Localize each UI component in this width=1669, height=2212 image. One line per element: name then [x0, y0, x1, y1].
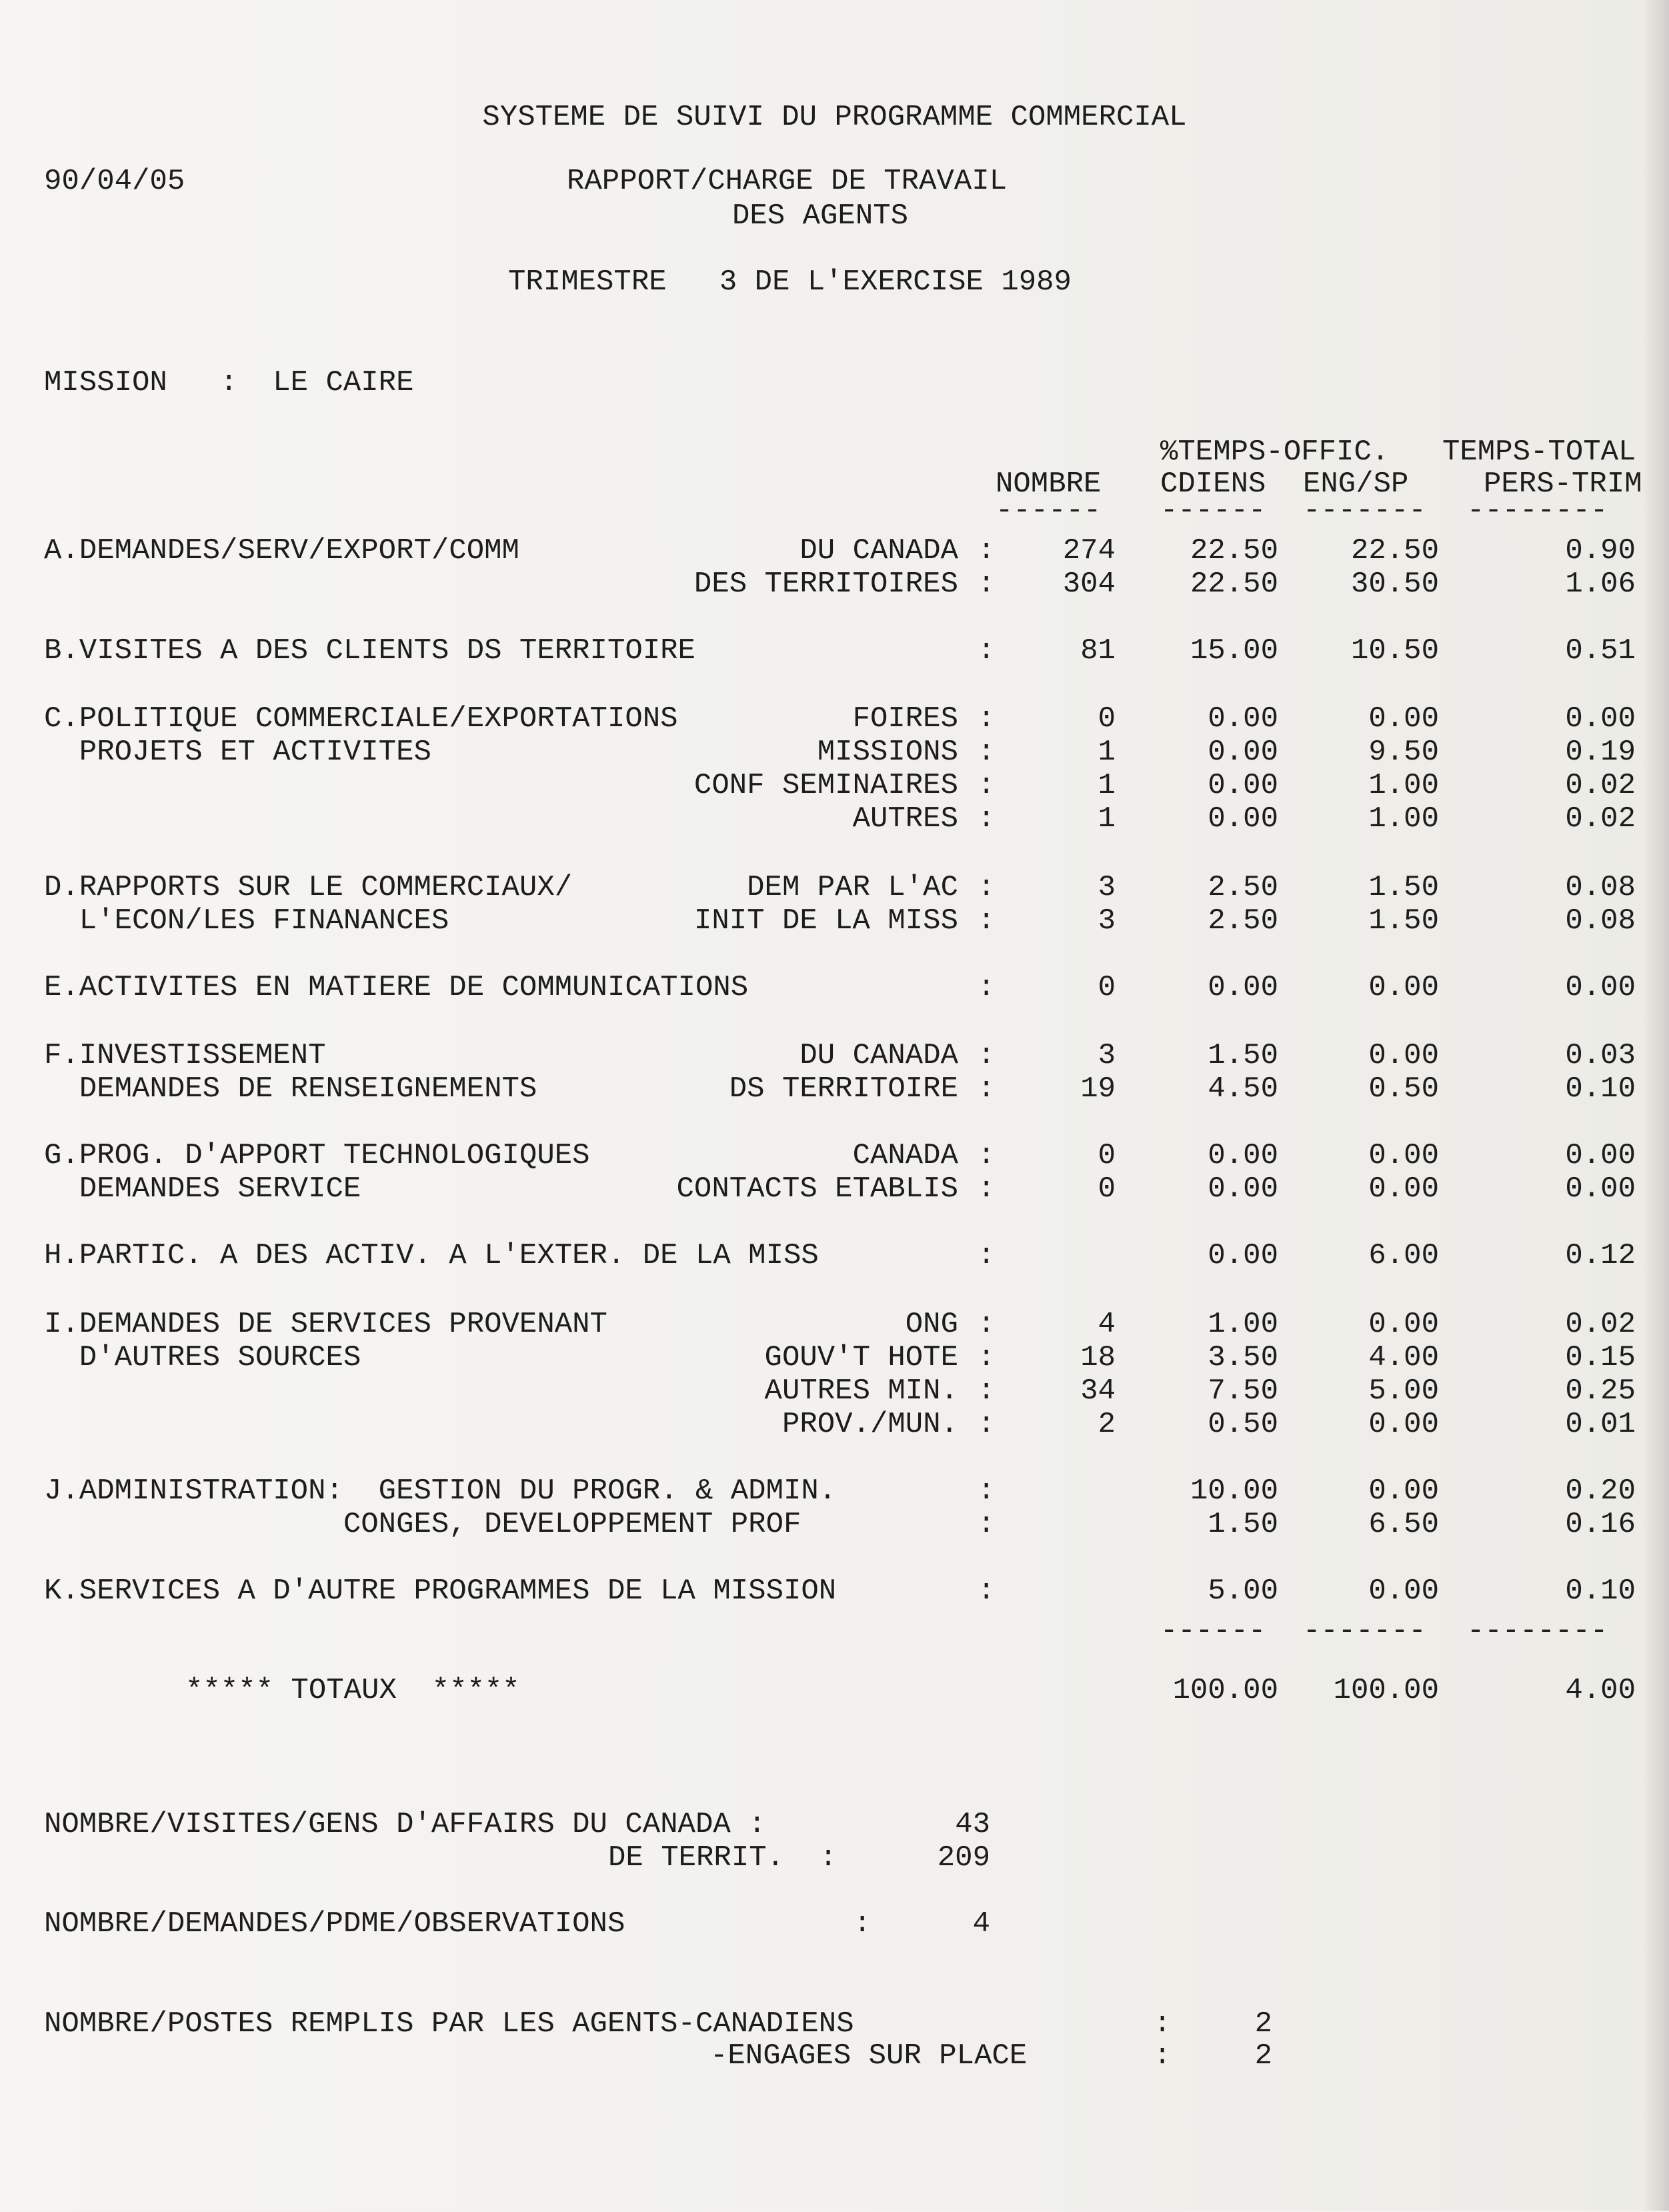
column-header-rules	[0, 493, 1669, 528]
row-sublabel: CANADA	[852, 1139, 958, 1172]
row-perstrim: 0.20	[1565, 1474, 1636, 1508]
row-perstrim: 0.10	[1565, 1574, 1636, 1608]
row-label: J.ADMINISTRATION: GESTION DU PROGR. & ADMIN.	[44, 1474, 837, 1508]
rule-nombre: ------	[996, 494, 1102, 527]
pdme-line	[0, 1907, 1669, 1941]
pdme-value: 4	[972, 1907, 990, 1941]
rule-perstrim: --------	[1467, 494, 1608, 527]
table-row	[0, 567, 1669, 602]
visites-canada-value: 43	[955, 1808, 990, 1841]
row-sublabel: CONF SEMINAIRES	[693, 769, 958, 802]
row-colon: :	[978, 1308, 996, 1341]
report-title-line-2	[0, 199, 1669, 233]
report-date: 90/04/05	[44, 165, 185, 198]
totals-rule-cdiens: ------	[1160, 1614, 1266, 1648]
row-nombre: 0	[1098, 1139, 1116, 1172]
row-nombre: 2	[1098, 1408, 1116, 1441]
table-row	[0, 870, 1669, 905]
table-row	[0, 1340, 1669, 1375]
row-sublabel: CONTACTS ETABLIS	[676, 1172, 958, 1206]
table-row	[0, 634, 1669, 668]
table-row	[0, 702, 1669, 736]
row-engsp: 6.00	[1368, 1239, 1439, 1272]
system-title: SYSTEME DE SUIVI DU PROGRAMME COMMERCIAL	[482, 101, 1187, 134]
col-nombre: NOMBRE	[996, 467, 1102, 501]
visites-territ-value: 209	[937, 1841, 990, 1875]
row-sublabel: AUTRES	[852, 802, 958, 836]
row-perstrim: 0.00	[1565, 1172, 1636, 1206]
row-engsp: 0.00	[1368, 702, 1439, 736]
row-colon: :	[978, 1072, 996, 1106]
row-engsp: 10.50	[1350, 634, 1439, 668]
row-engsp: 0.00	[1368, 1574, 1439, 1608]
totals-engsp: 100.00	[1333, 1674, 1439, 1707]
totals-rule-perstrim: --------	[1467, 1614, 1608, 1648]
mission-label: MISSION : LE CAIRE	[44, 366, 414, 399]
table-row	[0, 1138, 1669, 1173]
row-colon: :	[978, 1374, 996, 1408]
row-sublabel: ONG	[905, 1308, 958, 1341]
row-colon: :	[978, 1341, 996, 1374]
row-colon: :	[978, 769, 996, 802]
rule-cdiens: ------	[1160, 494, 1266, 527]
row-nombre: 18	[1080, 1341, 1116, 1374]
row-engsp: 22.50	[1350, 534, 1439, 568]
pdme-colon: :	[854, 1907, 872, 1941]
row-nombre: 274	[1062, 534, 1116, 568]
row-cdiens: 0.00	[1208, 1139, 1278, 1172]
engages-line	[0, 2039, 1669, 2073]
row-nombre: 304	[1062, 568, 1116, 601]
row-cdiens: 1.50	[1208, 1039, 1278, 1072]
row-nombre: 0	[1098, 702, 1116, 736]
row-label: C.POLITIQUE COMMERCIALE/EXPORTATIONS	[44, 702, 678, 736]
table-row	[0, 1172, 1669, 1206]
row-colon: :	[978, 534, 996, 568]
col-group-pct: %TEMPS-OFFIC.	[1160, 435, 1390, 469]
table-row	[0, 1038, 1669, 1073]
row-cdiens: 0.00	[1208, 1172, 1278, 1206]
engages-colon: :	[1154, 2039, 1172, 2073]
col-group-total: TEMPS-TOTAL	[1442, 435, 1636, 469]
col-cdiens: CDIENS	[1160, 467, 1266, 501]
table-row	[0, 768, 1669, 803]
postes-colon: :	[1154, 2007, 1172, 2041]
row-label: A.DEMANDES/SERV/EXPORT/COMM	[44, 534, 519, 568]
totals-cdiens: 100.00	[1172, 1674, 1278, 1707]
table-row	[0, 970, 1669, 1005]
row-engsp: 6.50	[1368, 1508, 1439, 1541]
row-cdiens: 1.50	[1208, 1508, 1278, 1541]
row-engsp: 5.00	[1368, 1374, 1439, 1408]
row-label: DEMANDES DE RENSEIGNEMENTS	[44, 1072, 537, 1106]
row-cdiens: 0.00	[1208, 802, 1278, 836]
row-cdiens: 22.50	[1190, 568, 1278, 601]
row-engsp: 9.50	[1368, 736, 1439, 769]
row-perstrim: 0.00	[1565, 971, 1636, 1004]
row-perstrim: 0.08	[1565, 871, 1636, 904]
table-row	[0, 1474, 1669, 1508]
row-cdiens: 10.00	[1190, 1474, 1278, 1508]
row-engsp: 1.50	[1368, 871, 1439, 904]
col-engsp: ENG/SP	[1303, 467, 1409, 501]
visites-territ-line	[0, 1841, 1669, 1875]
row-label: K.SERVICES A D'AUTRE PROGRAMMES DE LA MISSION	[44, 1574, 837, 1608]
row-label: I.DEMANDES DE SERVICES PROVENANT	[44, 1308, 607, 1341]
row-nombre: 1	[1098, 802, 1116, 836]
row-nombre: 3	[1098, 1039, 1116, 1072]
row-colon: :	[978, 971, 996, 1004]
row-colon: :	[978, 736, 996, 769]
report-title-2: DES AGENTS	[732, 199, 909, 233]
row-sublabel: PROV./MUN.	[781, 1408, 958, 1441]
table-row	[0, 802, 1669, 836]
mission-line	[0, 365, 1669, 400]
row-nombre: 1	[1098, 736, 1116, 769]
row-colon: :	[978, 634, 996, 668]
row-colon: :	[978, 871, 996, 904]
row-engsp: 0.00	[1368, 1139, 1439, 1172]
row-engsp: 1.50	[1368, 904, 1439, 938]
row-colon: :	[978, 1408, 996, 1441]
row-cdiens: 0.00	[1208, 769, 1278, 802]
row-cdiens: 2.50	[1208, 871, 1278, 904]
rule-engsp: -------	[1303, 494, 1426, 527]
row-colon: :	[978, 1172, 996, 1206]
row-perstrim: 0.51	[1565, 634, 1636, 668]
row-sublabel: DU CANADA	[799, 1039, 958, 1072]
row-perstrim: 0.02	[1565, 769, 1636, 802]
row-cdiens: 3.50	[1208, 1341, 1278, 1374]
row-perstrim: 0.16	[1565, 1508, 1636, 1541]
row-nombre: 34	[1080, 1374, 1116, 1408]
table-row	[0, 1307, 1669, 1342]
row-engsp: 0.00	[1368, 1408, 1439, 1441]
row-label: E.ACTIVITES EN MATIERE DE COMMUNICATIONS	[44, 971, 749, 1004]
row-perstrim: 0.02	[1565, 1308, 1636, 1341]
table-row	[0, 533, 1669, 568]
row-engsp: 1.00	[1368, 802, 1439, 836]
table-row	[0, 1407, 1669, 1442]
table-row	[0, 1374, 1669, 1408]
pdme-label: NOMBRE/DEMANDES/PDME/OBSERVATIONS	[44, 1907, 625, 1941]
row-cdiens: 4.50	[1208, 1072, 1278, 1106]
row-colon: :	[978, 1508, 996, 1541]
row-nombre: 3	[1098, 871, 1116, 904]
row-nombre: 81	[1080, 634, 1116, 668]
table-row	[0, 1507, 1669, 1542]
table-row	[0, 735, 1669, 770]
row-engsp: 1.00	[1368, 769, 1439, 802]
row-label: F.INVESTISSEMENT	[44, 1039, 326, 1072]
row-colon: :	[978, 1239, 996, 1272]
row-colon: :	[978, 904, 996, 938]
row-engsp: 0.50	[1368, 1072, 1439, 1106]
row-colon: :	[978, 1139, 996, 1172]
row-label: G.PROG. D'APPORT TECHNOLOGIQUES	[44, 1139, 590, 1172]
row-colon: :	[978, 702, 996, 736]
table-row	[0, 904, 1669, 938]
date-title-line	[0, 164, 1669, 199]
row-label: CONGES, DEVELOPPEMENT PROF	[44, 1508, 801, 1541]
row-cdiens: 0.00	[1208, 736, 1278, 769]
row-cdiens: 1.00	[1208, 1308, 1278, 1341]
row-sublabel: DEM PAR L'AC	[747, 871, 958, 904]
table-row	[0, 1574, 1669, 1608]
row-perstrim: 0.25	[1565, 1374, 1636, 1408]
row-cdiens: 0.50	[1208, 1408, 1278, 1441]
row-cdiens: 15.00	[1190, 634, 1278, 668]
row-perstrim: 0.01	[1565, 1408, 1636, 1441]
engages-value: 2	[1254, 2039, 1272, 2073]
row-colon: :	[978, 1574, 996, 1608]
row-perstrim: 1.06	[1565, 568, 1636, 601]
totals-rules	[0, 1614, 1669, 1648]
row-nombre: 4	[1098, 1308, 1116, 1341]
row-engsp: 30.50	[1350, 568, 1439, 601]
row-cdiens: 0.00	[1208, 971, 1278, 1004]
row-sublabel: DU CANADA	[799, 534, 958, 568]
row-label: H.PARTIC. A DES ACTIV. A L'EXTER. DE LA MISS	[44, 1239, 819, 1272]
visites-territ-label: DE TERRIT. :	[608, 1841, 838, 1875]
row-perstrim: 0.03	[1565, 1039, 1636, 1072]
row-sublabel: INIT DE LA MISS	[693, 904, 958, 938]
row-nombre: 1	[1098, 769, 1116, 802]
report-title-1: RAPPORT/CHARGE DE TRAVAIL	[567, 165, 1008, 198]
row-colon: :	[978, 1474, 996, 1508]
quarter-line	[0, 265, 1669, 299]
postes-label: NOMBRE/POSTES REMPLIS PAR LES AGENTS-CANADIENS	[44, 2007, 854, 2041]
row-sublabel: DES TERRITOIRES	[693, 568, 958, 601]
row-perstrim: 0.90	[1565, 534, 1636, 568]
row-label: DEMANDES SERVICE	[44, 1172, 361, 1206]
totals-rule-engsp: -------	[1303, 1614, 1426, 1648]
visites-canada-line	[0, 1807, 1669, 1842]
row-engsp: 0.00	[1368, 1172, 1439, 1206]
row-perstrim: 0.19	[1565, 736, 1636, 769]
row-colon: :	[978, 802, 996, 836]
row-sublabel: DS TERRITOIRE	[729, 1072, 958, 1106]
row-nombre: 19	[1080, 1072, 1116, 1106]
col-perstrim: PERS-TRIM	[1484, 467, 1642, 501]
row-colon: :	[978, 1039, 996, 1072]
visites-canada-label: NOMBRE/VISITES/GENS D'AFFAIRS DU CANADA :	[44, 1808, 766, 1841]
row-engsp: 0.00	[1368, 971, 1439, 1004]
row-sublabel: GOUV'T HOTE	[764, 1341, 958, 1374]
row-cdiens: 5.00	[1208, 1574, 1278, 1608]
table-row	[0, 1238, 1669, 1273]
column-group-headers	[0, 435, 1669, 469]
row-sublabel: FOIRES	[852, 702, 958, 736]
totals-perstrim: 4.00	[1565, 1674, 1636, 1707]
row-label: D'AUTRES SOURCES	[44, 1341, 361, 1374]
row-sublabel: AUTRES MIN.	[764, 1374, 958, 1408]
row-cdiens: 0.00	[1208, 702, 1278, 736]
row-engsp: 4.00	[1368, 1341, 1439, 1374]
row-label: D.RAPPORTS SUR LE COMMERCIAUX/	[44, 871, 573, 904]
row-perstrim: 0.00	[1565, 1139, 1636, 1172]
row-cdiens: 22.50	[1190, 534, 1278, 568]
row-colon: :	[978, 568, 996, 601]
totals-label: ***** TOTAUX *****	[185, 1674, 520, 1707]
row-engsp: 0.00	[1368, 1039, 1439, 1072]
system-title-line	[0, 100, 1669, 135]
row-label: L'ECON/LES FINANANCES	[44, 904, 449, 938]
row-perstrim: 0.00	[1565, 702, 1636, 736]
row-engsp: 0.00	[1368, 1308, 1439, 1341]
row-perstrim: 0.02	[1565, 802, 1636, 836]
engages-label: -ENGAGES SUR PLACE	[710, 2039, 1028, 2073]
row-cdiens: 7.50	[1208, 1374, 1278, 1408]
row-nombre: 0	[1098, 971, 1116, 1004]
postes-line	[0, 2007, 1669, 2041]
row-perstrim: 0.10	[1565, 1072, 1636, 1106]
table-row	[0, 1072, 1669, 1106]
row-engsp: 0.00	[1368, 1474, 1439, 1508]
row-label: PROJETS ET ACTIVITES	[44, 736, 431, 769]
row-perstrim: 0.15	[1565, 1341, 1636, 1374]
totals-row	[0, 1673, 1669, 1708]
row-perstrim: 0.12	[1565, 1239, 1636, 1272]
row-perstrim: 0.08	[1565, 904, 1636, 938]
row-sublabel: MISSIONS	[817, 736, 958, 769]
postes-value: 2	[1254, 2007, 1272, 2041]
row-nombre: 0	[1098, 1172, 1116, 1206]
row-cdiens: 2.50	[1208, 904, 1278, 938]
row-label: B.VISITES A DES CLIENTS DS TERRITOIRE	[44, 634, 695, 668]
quarter-title: TRIMESTRE 3 DE L'EXERCISE 1989	[508, 265, 1072, 299]
row-cdiens: 0.00	[1208, 1239, 1278, 1272]
row-nombre: 3	[1098, 904, 1116, 938]
